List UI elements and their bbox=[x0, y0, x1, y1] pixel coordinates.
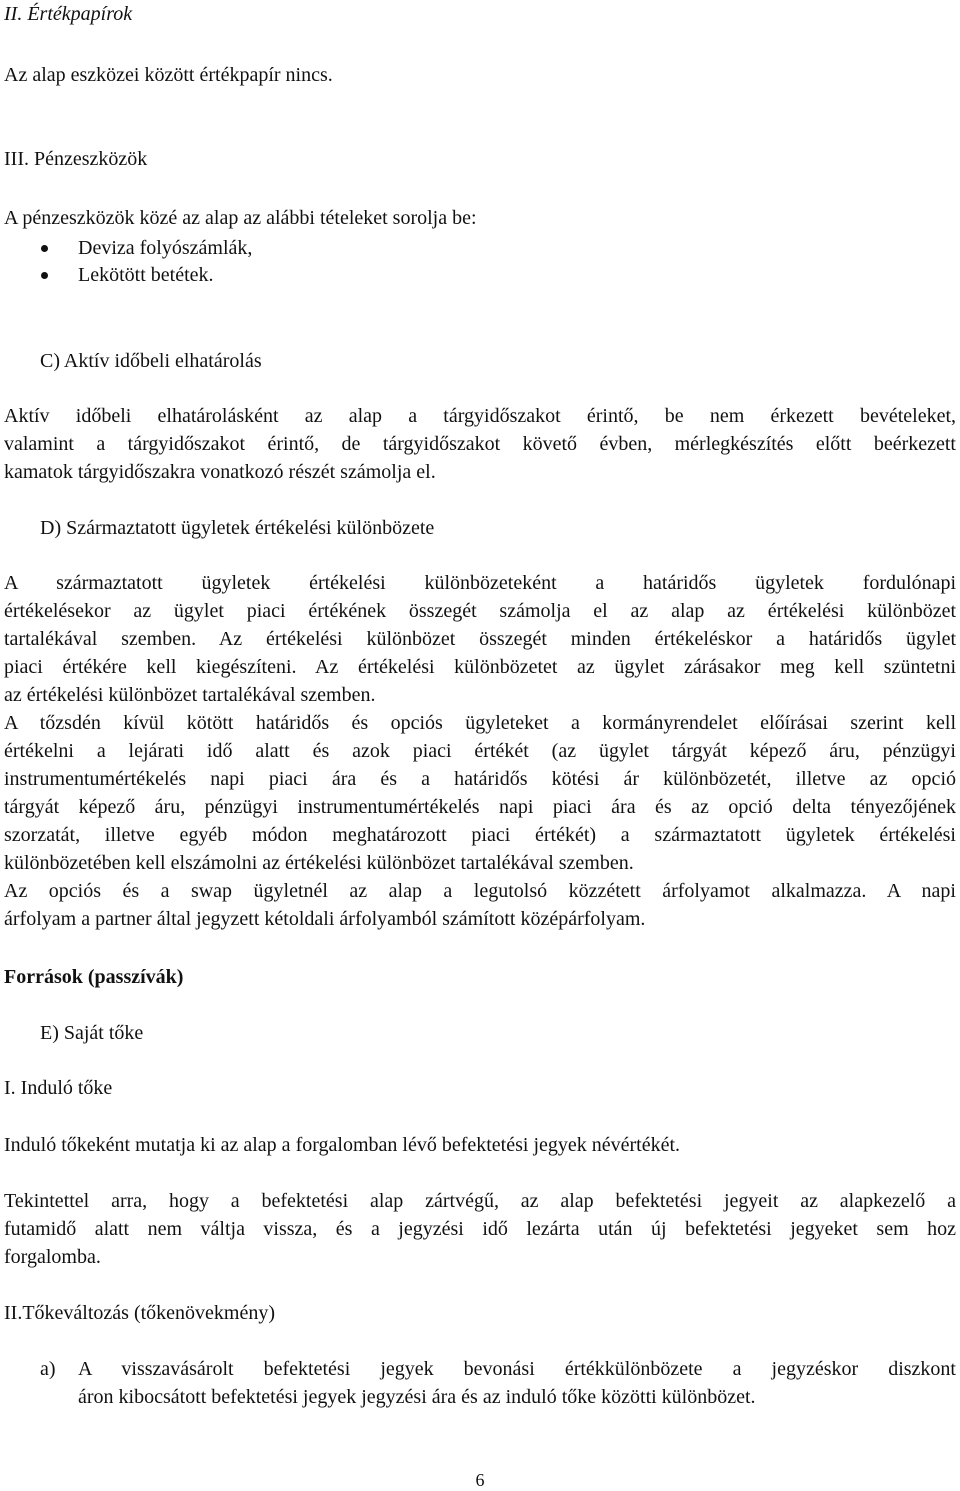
heading-aktiv-idobeli: C) Aktív időbeli elhatárolás bbox=[40, 350, 262, 372]
heading-penzeszkozok: III. Pénzeszközök bbox=[4, 148, 148, 170]
list-item-label: a) bbox=[40, 1358, 56, 1380]
paragraph-line: értékelésekor az ügylet piaci értékének összegét számolja el az alap az értékelési különbözet bbox=[4, 600, 956, 622]
paragraph-line: Az opciós és a swap ügyletnél az alap a legutolsó közzétett árfolyamot alkalmazza. A napi bbox=[4, 880, 956, 902]
paragraph-line: különbözetében kell elszámolni az értékelési különbözet tartalékával szemben. bbox=[4, 852, 634, 874]
bullet-icon bbox=[41, 272, 48, 279]
paragraph-line: valamint a tárgyidőszakot érintő, de tárgyidőszakot követő évben, mérlegkészítés előtt beérkezett bbox=[4, 433, 956, 455]
paragraph-line: instrumentumértékelés napi piaci ára és a határidős kötési ár különbözetét, illetve az opció bbox=[4, 768, 956, 790]
list-item-line: áron kibocsátott befektetési jegyek jegyzési ára és az induló tőke közötti különbözet. bbox=[78, 1386, 756, 1408]
list-item bbox=[4, 262, 956, 289]
heading-ertekpapirok: II. Értékpapírok bbox=[4, 3, 133, 25]
paragraph-line: A tőzsdén kívül kötött határidős és opciós ügyleteket a kormányrendelet előírásai szerint kell bbox=[4, 712, 956, 734]
heading-forrasok: Források (passzívák) bbox=[4, 966, 184, 988]
paragraph-line: futamidő alatt nem váltja vissza, és a jegyzési idő lezárta után új befektetési jegyeket sem hoz bbox=[4, 1218, 956, 1240]
paragraph-line: tárgyát képező áru, pénzügyi instrumentumértékelés napi piaci ára és az opció delta tényezőjének bbox=[4, 796, 956, 818]
paragraph-penzeszkozok-intro: A pénzeszközök közé az alap az alábbi tételeket sorolja be: bbox=[4, 207, 477, 229]
heading-tokevaltozas: II.Tőkeváltozás (tőkenövekmény) bbox=[4, 1302, 276, 1324]
paragraph-line: kamatok tárgyidőszakra vonatkozó részét számolja el. bbox=[4, 461, 436, 483]
paragraph-line: Aktív időbeli elhatárolásként az alap a tárgyidőszakot érintő, be nem érkezett bevételeket, bbox=[4, 405, 956, 427]
paragraph-line: A származtatott ügyletek értékelési különbözeteként a határidős ügyletek fordulónapi bbox=[4, 572, 956, 594]
paragraph-line: forgalomba. bbox=[4, 1246, 101, 1268]
page-number: 6 bbox=[475, 1470, 485, 1490]
heading-sajat-toke: E) Saját tőke bbox=[40, 1022, 144, 1044]
list-item-line: A visszavásárolt befektetési jegyek bevonási értékkülönbözete a jegyzéskor diszkont bbox=[78, 1358, 956, 1380]
paragraph-line: az értékelési különbözet tartalékával szemben. bbox=[4, 684, 376, 706]
paragraph-line: árfolyam a partner által jegyzett kétoldali árfolyamból számított középárfolyam. bbox=[4, 908, 646, 930]
heading-indulo-toke: I. Induló tőke bbox=[4, 1077, 113, 1099]
list-item bbox=[4, 235, 956, 262]
paragraph-line: Tekintettel arra, hogy a befektetési alap zártvégű, az alap befektetési jegyeit az alapkezelő a bbox=[4, 1190, 956, 1212]
paragraph-ertekpapirok: Az alap eszközei között értékpapír nincs. bbox=[4, 64, 333, 86]
paragraph-line: tartalékával szemben. Az értékelési különbözet összegét minden értékeléskor a határidős ügylet bbox=[4, 628, 956, 650]
list-item-text: Lekötött betétek. bbox=[78, 264, 214, 286]
heading-szarmaztatott: D) Származtatott ügyletek értékelési különbözete bbox=[40, 517, 435, 539]
paragraph-line: értékelni a lejárati idő alatt és azok piaci értékét (az ügylet tárgyát képező áru, pénzügyi bbox=[4, 740, 956, 762]
list-item-text: Deviza folyószámlák, bbox=[78, 237, 253, 259]
paragraph-line: szorzatát, illetve egyéb módon meghatározott piaci értékét) a származtatott ügyletek értékelési bbox=[4, 824, 956, 846]
bullet-icon bbox=[41, 245, 48, 252]
paragraph-indulo-toke: Induló tőkeként mutatja ki az alap a forgalomban lévő befektetési jegyek névértékét. bbox=[4, 1134, 681, 1156]
paragraph-line: piaci értékére kell kiegészíteni. Az értékelési különbözetet az ügylet zárásakor meg kell szüntetni bbox=[4, 656, 956, 678]
